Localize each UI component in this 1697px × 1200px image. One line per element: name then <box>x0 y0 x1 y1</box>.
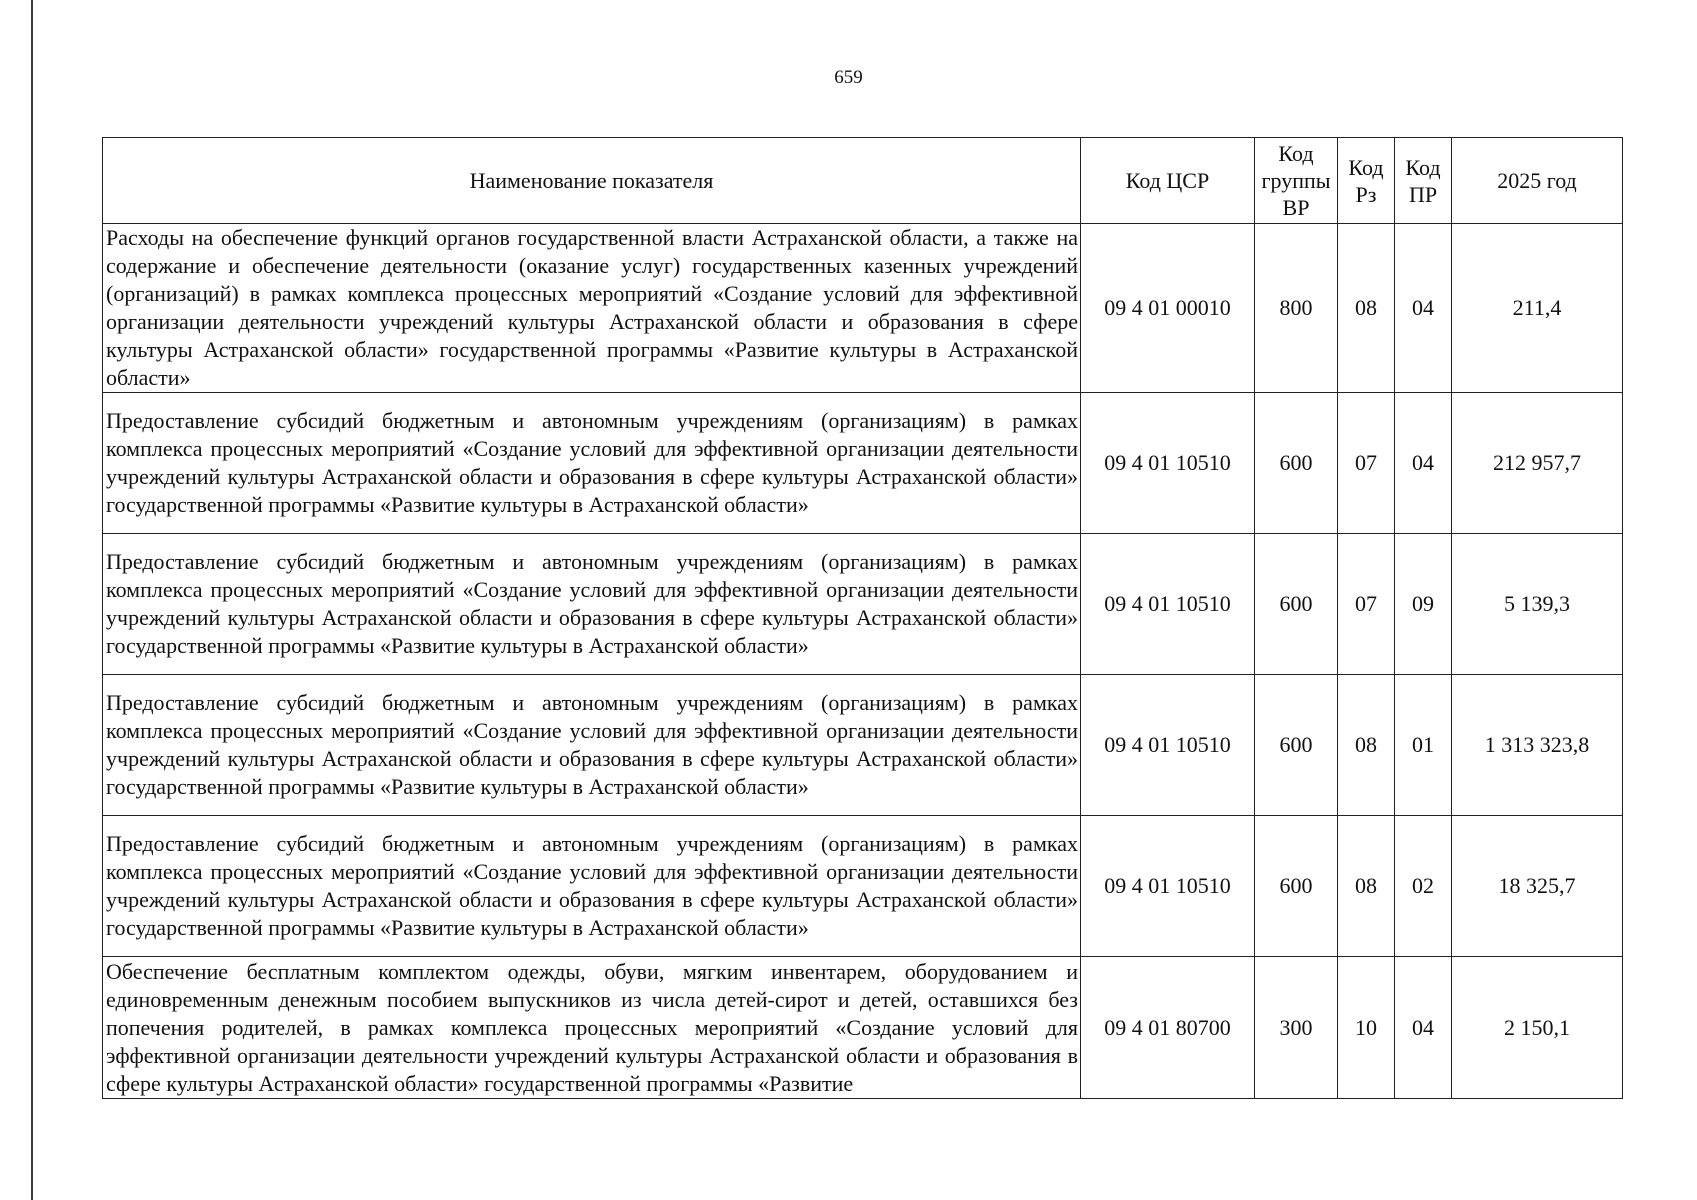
row-vr-code: 300 <box>1255 957 1338 1099</box>
row-name-cell <box>103 957 1081 1099</box>
row-vr-code: 600 <box>1255 675 1338 816</box>
header-rz-code: Код Рз <box>1338 138 1395 224</box>
row-name: Предоставление субсидий бюджетным и автономным учреждениям (организациям) в рамках комплекса процессных мероприятий «Создание условий для эффективной организации деятельности учреждений культуры Астраханской области и образования в сфере культуры Астраханской области» государственной программы «Развитие культуры в Астраханской области» <box>106 690 1078 799</box>
table-row <box>103 534 1623 675</box>
row-vr-code: 600 <box>1255 393 1338 534</box>
table-row <box>103 675 1623 816</box>
row-amount: 211,4 <box>1452 224 1623 393</box>
table-row <box>103 957 1623 1099</box>
row-name-cell <box>103 393 1081 534</box>
row-amount: 212 957,7 <box>1452 393 1623 534</box>
row-amount: 2 150,1 <box>1452 957 1623 1099</box>
row-rz-code: 07 <box>1338 534 1395 675</box>
row-name-cell <box>103 816 1081 957</box>
table-header <box>103 138 1623 224</box>
row-pr-code: 02 <box>1395 816 1452 957</box>
row-name-cell <box>103 675 1081 816</box>
row-name: Предоставление субсидий бюджетным и автономным учреждениям (организациям) в рамках комплекса процессных мероприятий «Создание условий для эффективной организации деятельности учреждений культуры Астраханской области и образования в сфере культуры Астраханской области» государственной программы «Развитие культуры в Астраханской области» <box>106 408 1078 517</box>
row-vr-code: 800 <box>1255 224 1338 393</box>
row-name: Предоставление субсидий бюджетным и автономным учреждениям (организациям) в рамках комплекса процессных мероприятий «Создание условий для эффективной организации деятельности учреждений культуры Астраханской области и образования в сфере культуры Астраханской области» государственной программы «Развитие культуры в Астраханской области» <box>106 549 1078 658</box>
row-csr-code: 09 4 01 10510 <box>1081 675 1255 816</box>
row-csr-code: 09 4 01 00010 <box>1081 224 1255 393</box>
header-pr-code: Код ПР <box>1395 138 1452 224</box>
row-csr-code: 09 4 01 80700 <box>1081 957 1255 1099</box>
row-pr-code: 04 <box>1395 224 1452 393</box>
row-csr-code: 09 4 01 10510 <box>1081 816 1255 957</box>
table-row <box>103 224 1623 393</box>
row-rz-code: 08 <box>1338 675 1395 816</box>
page-number: 659 <box>834 67 863 88</box>
row-name: Обеспечение бесплатным комплектом одежды, обуви, мягким инвентарем, оборудованием и единовременным денежным пособием выпускников из числа детей-сирот и детей, оставшихся без попечения родителей, в рамках комплекса процессных мероприятий «Создание условий для эффективной организации деятельности учреждений культуры Астраханской области и образования в сфере культуры Астраханской области» государственной программы «Развитие <box>106 958 1078 1096</box>
page-binding-edge <box>31 0 33 1200</box>
header-vr-code: Код группы ВР <box>1255 138 1338 224</box>
row-rz-code: 08 <box>1338 224 1395 393</box>
row-name: Расходы на обеспечение функций органов государственной власти Астраханской области, а также на содержание и обеспечение деятельности (оказание услуг) государственных казенных учреждений (организаций) в рамках комплекса процессных мероприятий «Создание условий для эффективной организации деятельности учреждений культуры Астраханской области и образования в сфере культуры Астраханской области» государственной программы «Развитие культуры в Астраханской области» <box>106 225 1078 390</box>
row-pr-code: 01 <box>1395 675 1452 816</box>
row-csr-code: 09 4 01 10510 <box>1081 534 1255 675</box>
row-name: Предоставление субсидий бюджетным и автономным учреждениям (организациям) в рамках комплекса процессных мероприятий «Создание условий для эффективной организации деятельности учреждений культуры Астраханской области и образования в сфере культуры Астраханской области» государственной программы «Развитие культуры в Астраханской области» <box>106 831 1078 940</box>
row-amount: 18 325,7 <box>1452 816 1623 957</box>
row-csr-code: 09 4 01 10510 <box>1081 393 1255 534</box>
header-year: 2025 год <box>1452 138 1623 224</box>
row-name-cell <box>103 534 1081 675</box>
row-rz-code: 08 <box>1338 816 1395 957</box>
row-pr-code: 09 <box>1395 534 1452 675</box>
header-row <box>103 138 1623 224</box>
header-csr-code: Код ЦСР <box>1081 138 1255 224</box>
table-row <box>103 393 1623 534</box>
row-pr-code: 04 <box>1395 957 1452 1099</box>
row-vr-code: 600 <box>1255 816 1338 957</box>
header-name: Наименование показателя <box>103 138 1081 224</box>
row-pr-code: 04 <box>1395 393 1452 534</box>
row-amount: 1 313 323,8 <box>1452 675 1623 816</box>
row-rz-code: 10 <box>1338 957 1395 1099</box>
table-row <box>103 816 1623 957</box>
row-rz-code: 07 <box>1338 393 1395 534</box>
row-name-cell <box>103 224 1081 393</box>
row-vr-code: 600 <box>1255 534 1338 675</box>
row-amount: 5 139,3 <box>1452 534 1623 675</box>
budget-table <box>102 137 1623 1099</box>
table-body <box>103 224 1623 1099</box>
